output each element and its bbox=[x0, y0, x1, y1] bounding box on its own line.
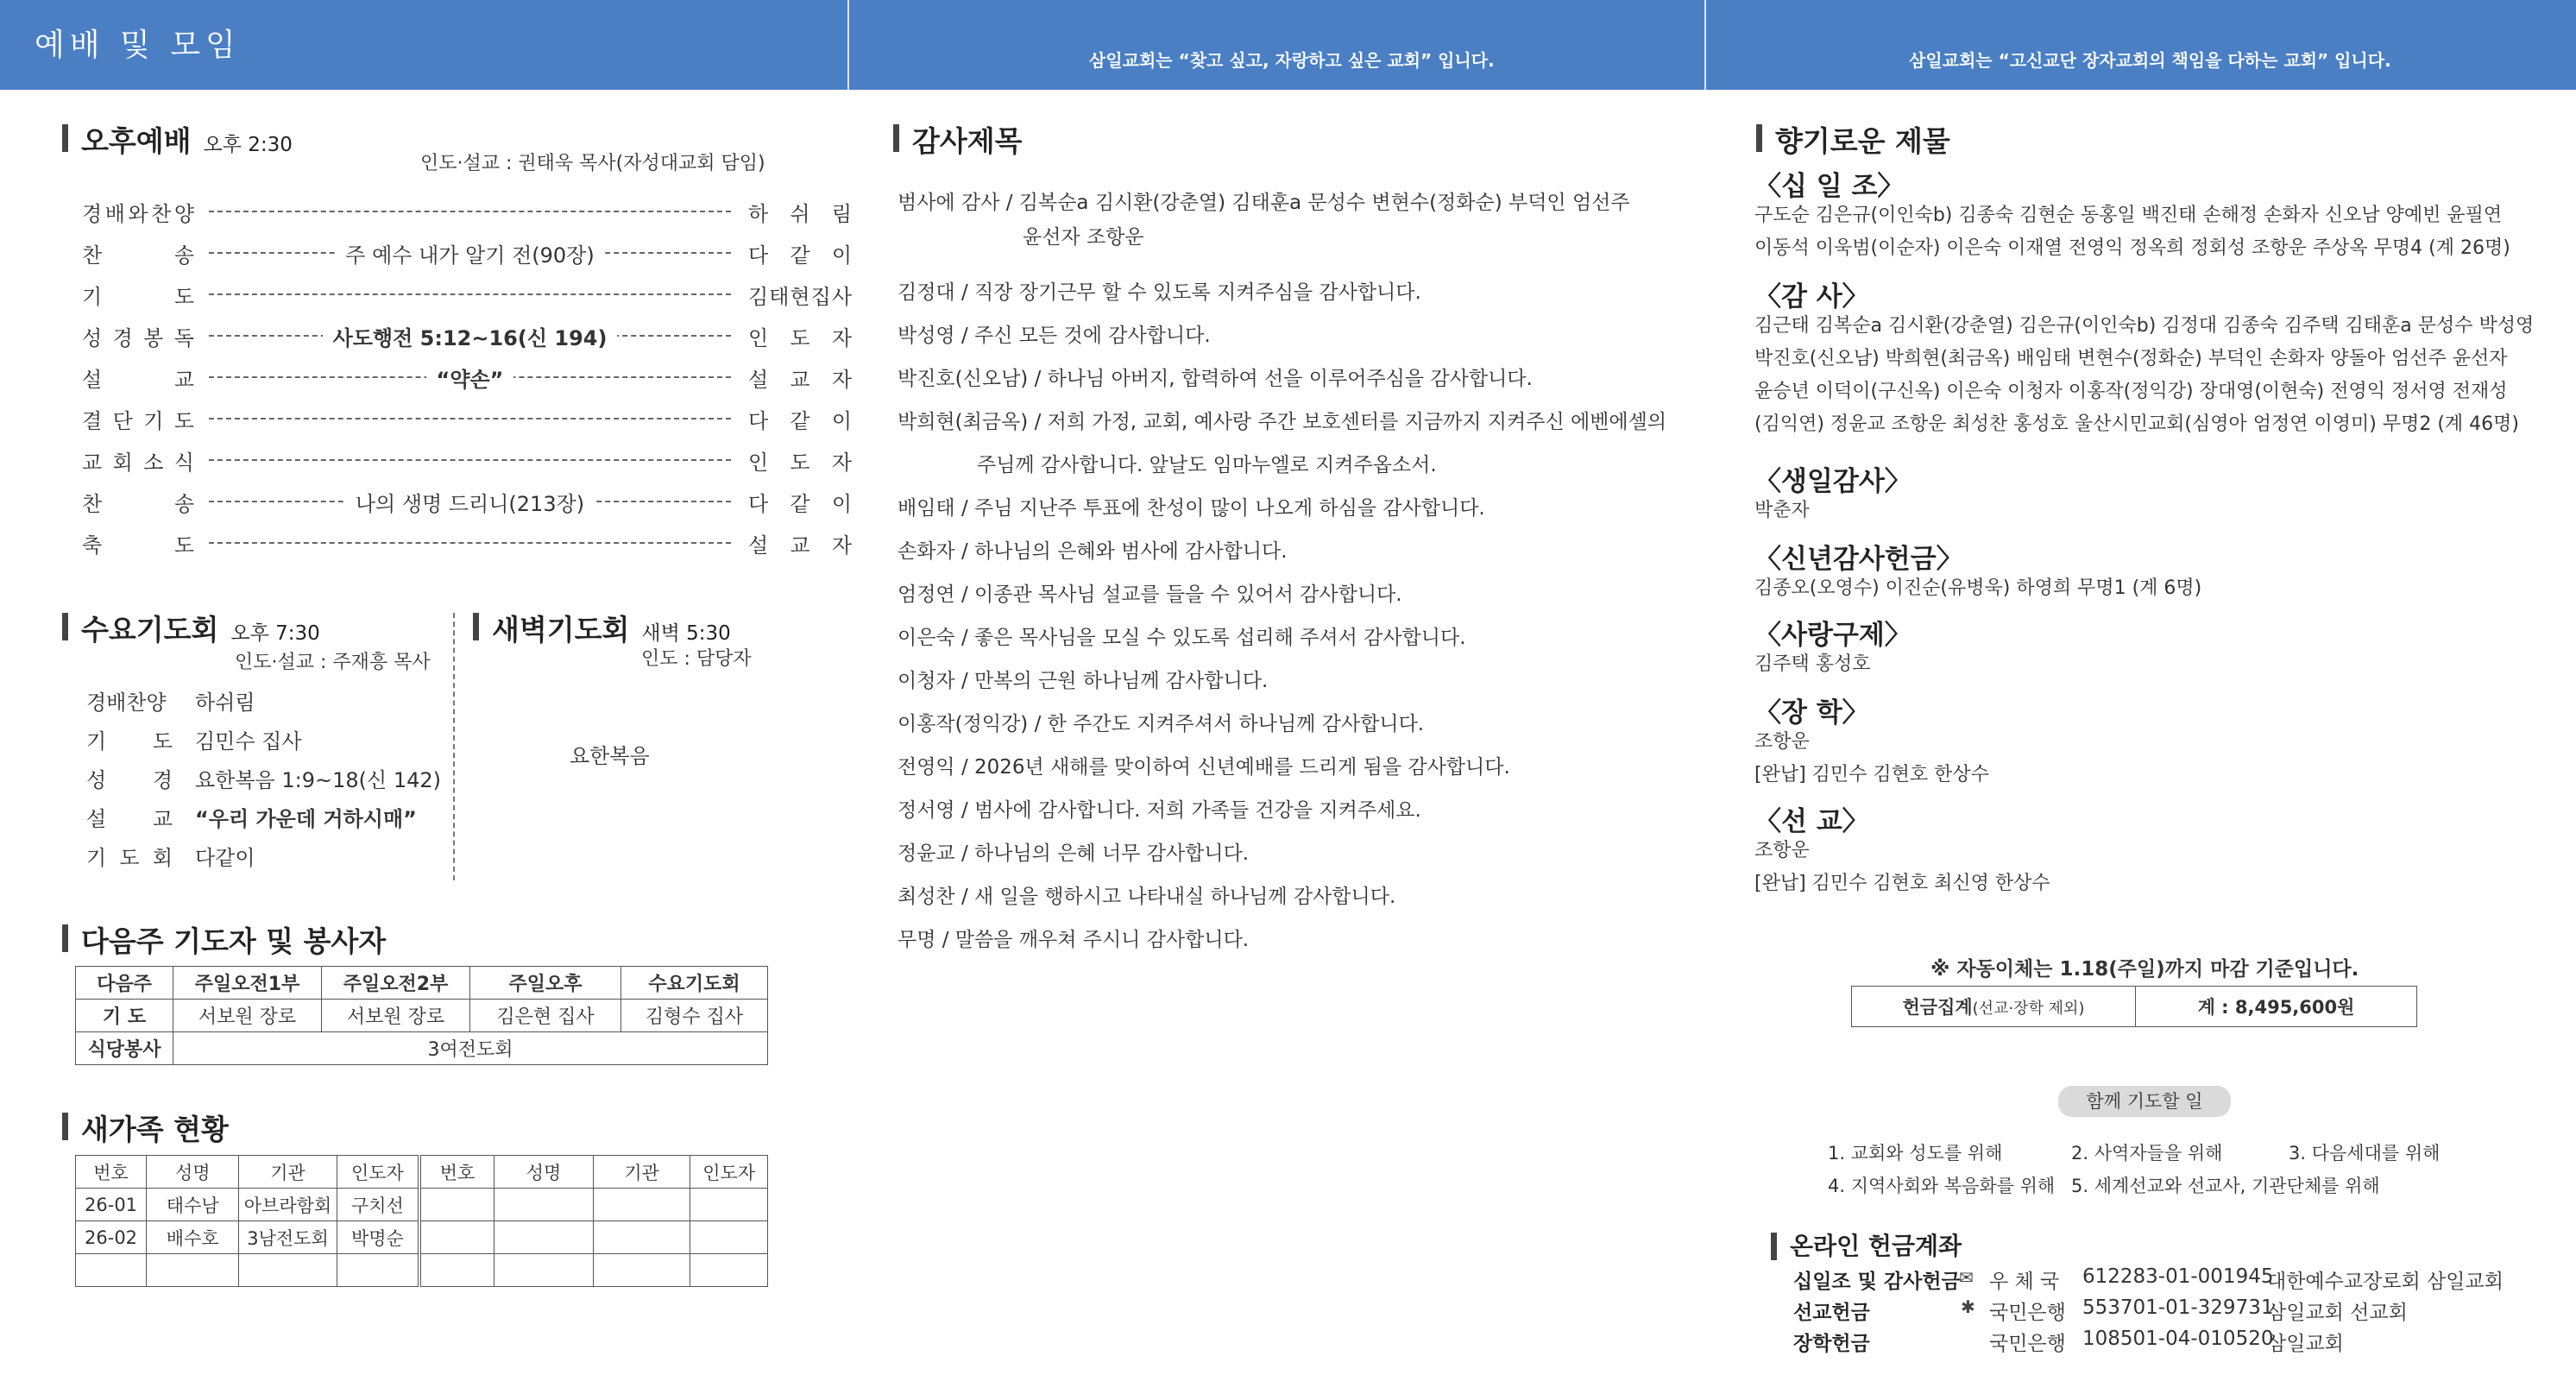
account-bank: 국민은행 bbox=[1989, 1333, 2066, 1355]
thanks-item: 윤선자 조항운 bbox=[1023, 226, 1144, 249]
worship-item-detail: “약손” bbox=[426, 363, 514, 393]
worship-leader-line bbox=[209, 280, 731, 309]
prayer-item: 1. 교회와 성도를 위해 bbox=[1828, 1143, 2003, 1164]
worship-item-label: 결 단 기 도 bbox=[82, 404, 194, 434]
worship-item-person-text bbox=[748, 238, 852, 239]
thanks-item: 배임태 / 주님 지난주 투표에 찬성이 많이 나오게 하심을 감사합니다. bbox=[898, 497, 1485, 520]
table-cell: 서보원 장로 bbox=[322, 1000, 470, 1032]
thanks-title: 감사제목 bbox=[893, 119, 1023, 160]
worship-order-row bbox=[82, 197, 852, 226]
wednesday-title-text: 수요기도회 bbox=[81, 613, 219, 647]
page-title: 예배 및 모임 bbox=[35, 28, 241, 63]
worship-order-row bbox=[82, 280, 852, 309]
worship-item-person-text bbox=[748, 487, 852, 488]
new-family-title: 새가족 현황 bbox=[62, 1107, 229, 1148]
offering-names: 박진호(신오남) 박희현(최금옥) 배임태 변현수(정화순) 부덕인 손화자 양돌아 엄선주 윤선자 bbox=[1754, 348, 2508, 369]
offering-names: (김익연) 정윤교 조항운 최성찬 홍성호 울산시민교회(심영아 엄정연 이영미) 무명2 (계 46명) bbox=[1754, 413, 2519, 435]
account-label: 선교헌금 bbox=[1793, 1302, 1870, 1324]
table-cell bbox=[337, 1254, 419, 1287]
worship-item-label-text bbox=[82, 280, 194, 281]
offering-category-scholarship: 〈장 학〉 bbox=[1754, 697, 1869, 729]
dashed-line bbox=[209, 542, 731, 544]
dashed-line bbox=[209, 459, 731, 461]
dawn-time: 새벽 5:30 bbox=[641, 622, 731, 645]
prayer-topics-pill: 함께 기도할 일 bbox=[2058, 1086, 2231, 1117]
header-slogan-2: 삼일교회는 “고신교단 장자교회의 책임을 다하는 교회” 입니다. bbox=[1909, 50, 2391, 71]
thanks-item: 범사에 감사 / 김복순a 김시환(강춘열) 김태훈a 문성수 변현수(정화순) 부덕인 엄선주 bbox=[898, 192, 1630, 214]
table-cell: 구치선 bbox=[337, 1189, 419, 1221]
table-cell: 3남전도회 bbox=[239, 1221, 337, 1254]
worship-item-label: 경 배 와 찬 양 bbox=[82, 197, 194, 227]
table-row bbox=[76, 1189, 768, 1221]
worship-item-label-text bbox=[82, 528, 194, 529]
worship-item-person-text bbox=[748, 528, 852, 529]
worship-item-person: 다 같 이 bbox=[748, 404, 852, 434]
account-number: 108501-04-010520 bbox=[2082, 1328, 2274, 1350]
thanks-item: 최성찬 / 새 일을 행하시고 나타내실 하나님께 감사합니다. bbox=[898, 886, 1396, 908]
table-header: 기관 bbox=[239, 1156, 337, 1189]
thanks-item: 김정대 / 직장 장기근무 할 수 있도록 지켜주심을 감사합니다. bbox=[898, 281, 1421, 304]
worship-item-label-text bbox=[82, 321, 194, 322]
autopay-note: ※ 자동이체는 1.18(주일)까지 마감 기준입니다. bbox=[1930, 958, 2359, 981]
worship-leader-line bbox=[209, 528, 731, 558]
offering-category-birthday: 〈생일감사〉 bbox=[1754, 466, 1912, 497]
wednesday-item-value: 다같이 bbox=[195, 846, 255, 870]
offering-category-newyear: 〈신년감사헌금〉 bbox=[1754, 544, 1963, 575]
table-cell bbox=[594, 1254, 690, 1287]
dashed-line bbox=[209, 418, 731, 419]
table-header: 성명 bbox=[494, 1156, 593, 1189]
table-cell bbox=[594, 1189, 690, 1221]
offering-names: 윤승년 이덕이(구신옥) 이은숙 이청자 이홍작(정익강) 장대영(이현숙) 전영익 정서영 전재성 bbox=[1754, 381, 2508, 402]
column-divider bbox=[453, 613, 455, 880]
table-cell: 배수호 bbox=[147, 1221, 239, 1254]
table-cell: 김형수 집사 bbox=[621, 1000, 768, 1032]
offering-category-relief: 〈사랑구제〉 bbox=[1754, 620, 1912, 651]
worship-item-label: 찬 송 bbox=[82, 238, 194, 268]
wednesday-item-label: 기 도 bbox=[86, 724, 173, 754]
thanks-item: 손화자 / 하나님의 은혜와 범사에 감사합니다. bbox=[898, 540, 1288, 563]
thanks-item: 전영익 / 2026년 새해를 맞이하여 신년예배를 드리게 됨을 감사합니다. bbox=[898, 756, 1510, 779]
account-bank: 국민은행 bbox=[1989, 1302, 2066, 1324]
worship-leader-line bbox=[209, 238, 731, 268]
thanks-item: 박성영 / 주신 모든 것에 감사합니다. bbox=[898, 325, 1211, 347]
table-header: 인도자 bbox=[690, 1156, 768, 1189]
table-cell bbox=[594, 1221, 690, 1254]
table-cell bbox=[690, 1254, 768, 1287]
worship-leader-line bbox=[209, 363, 731, 392]
table-row bbox=[76, 1254, 768, 1287]
wednesday-time: 오후 7:30 bbox=[230, 622, 320, 645]
worship-item-person: 다 같 이 bbox=[748, 487, 852, 517]
worship-item-detail: 사도행전 5:12~16(신 194) bbox=[323, 321, 618, 351]
table-cell bbox=[147, 1254, 239, 1287]
offering-total-note: (선교·장학 제외) bbox=[1972, 1000, 2085, 1018]
offering-title: 향기로운 제물 bbox=[1756, 119, 1950, 160]
table-header: 주일오후 bbox=[470, 967, 621, 1000]
worship-order-row bbox=[82, 238, 852, 268]
account-bank: 우 체 국 bbox=[1989, 1271, 2060, 1293]
table-header: 번호 bbox=[76, 1156, 147, 1189]
dawn-title-text: 새벽기도회 bbox=[492, 613, 630, 647]
wednesday-leader: 인도·설교 : 주재흥 목사 bbox=[235, 652, 431, 673]
account-holder: 삼일교회 bbox=[2267, 1333, 2344, 1355]
worship-item-person: 김 태 현 집 사 bbox=[748, 280, 852, 310]
table-cell bbox=[239, 1254, 337, 1287]
worship-item-label: 성 경 봉 독 bbox=[82, 321, 194, 351]
prayer-item: 5. 세계선교와 선교사, 기관단체를 위해 bbox=[2071, 1176, 2380, 1196]
thanks-item: 정윤교 / 하나님의 은혜 너무 감사합니다. bbox=[898, 842, 1250, 865]
table-header: 다음주 bbox=[76, 967, 173, 1000]
thanks-item: 이은숙 / 좋은 목사님을 모실 수 있도록 섭리해 주셔서 감사합니다. bbox=[898, 627, 1466, 649]
table-header: 인도자 bbox=[337, 1156, 419, 1189]
wednesday-item-label: 성 경 bbox=[86, 763, 173, 793]
worship-order-row bbox=[82, 487, 852, 516]
table-cell: 아브라함회 bbox=[239, 1189, 337, 1221]
worship-order-row bbox=[82, 445, 852, 475]
wednesday-item-label-text bbox=[86, 724, 173, 725]
table-cell: 서보원 장로 bbox=[173, 1000, 322, 1032]
account-number: 553701-01-329731 bbox=[2082, 1296, 2274, 1319]
thanks-item: 정서영 / 범사에 감사합니다. 저희 가족들 건강을 지켜주세요. bbox=[898, 799, 1421, 822]
prayer-row-label: 기 도 bbox=[76, 1000, 173, 1032]
account-holder: 삼일교회 선교회 bbox=[2267, 1302, 2408, 1324]
meal-row-label: 식당봉사 bbox=[76, 1032, 173, 1065]
thanks-item: 박희현(최금옥) / 저희 가정, 교회, 예사랑 주간 보호센터를 지금까지 지켜주신 에벤에셀의 bbox=[898, 411, 1667, 433]
worship-leader-line bbox=[209, 445, 731, 475]
wednesday-item-value: 하쉬림 bbox=[195, 691, 255, 715]
offering-names: 구도순 김은규(이인숙b) 김종숙 김현순 동홍일 백진태 손해정 손화자 신오남 양예빈 윤필연 bbox=[1754, 205, 2503, 226]
table-header: 기관 bbox=[594, 1156, 690, 1189]
account-number: 612283-01-001945 bbox=[2082, 1265, 2274, 1288]
table-header: 성명 bbox=[147, 1156, 239, 1189]
worship-item-label: 설 교 bbox=[82, 363, 194, 393]
online-accounts-title: 온라인 헌금계좌 bbox=[1771, 1227, 1962, 1262]
account-holder: 대한예수교장로회 삼일교회 bbox=[2267, 1271, 2504, 1293]
offering-total-value: 계 : 8,495,600원 bbox=[2136, 987, 2417, 1027]
worship-item-label-text bbox=[82, 487, 194, 488]
wednesday-item-label: 기 도 회 bbox=[86, 841, 173, 871]
offering-category-mission: 〈선 교〉 bbox=[1754, 806, 1869, 837]
thanks-item: 이홍작(정익강) / 한 주간도 지켜주셔서 하나님께 감사합니다. bbox=[898, 713, 1425, 735]
kb-bank-icon: ✱ bbox=[1961, 1296, 1975, 1317]
worship-item-person: 인 도 자 bbox=[748, 321, 852, 351]
wednesday-item-label: 설 교 bbox=[86, 802, 173, 832]
offering-names: 이동석 이욱범(이순자) 이은숙 이재열 전영익 정옥희 정회성 조항운 주상옥 무명4 (계 26명) bbox=[1754, 237, 2510, 259]
worship-leader-line bbox=[209, 404, 731, 433]
table-cell: 김은현 집사 bbox=[470, 1000, 621, 1032]
offering-total-table bbox=[1851, 986, 2417, 1027]
worship-item-detail: 나의 생명 드리니(213장) bbox=[345, 487, 595, 517]
table-cell bbox=[419, 1221, 494, 1254]
worship-order-row bbox=[82, 528, 852, 558]
offering-names: 조항운 bbox=[1754, 840, 1810, 861]
header-slogan-1: 삼일교회는 “찾고 싶고, 자랑하고 싶은 교회” 입니다. bbox=[1089, 50, 1495, 71]
table-cell: 26-01 bbox=[76, 1189, 147, 1221]
prayer-item: 2. 사역자들을 위해 bbox=[2071, 1143, 2223, 1164]
table-cell bbox=[419, 1254, 494, 1287]
prayer-item: 4. 지역사회와 복음화를 위해 bbox=[1828, 1176, 2056, 1196]
worship-order-row bbox=[82, 321, 852, 350]
worship-item-person: 설 교 자 bbox=[748, 528, 852, 558]
thanks-item: 엄정연 / 이종관 목사님 설교를 들을 수 있어서 감사합니다. bbox=[898, 583, 1402, 606]
dawn-text: 요한복음 bbox=[570, 744, 650, 768]
worship-order-row bbox=[82, 404, 852, 433]
worship-order-row bbox=[82, 363, 852, 392]
worship-item-person: 하 쉬 림 bbox=[748, 197, 852, 227]
offering-names: 박춘자 bbox=[1754, 500, 1810, 521]
table-header: 주일오전2부 bbox=[322, 967, 470, 1000]
worship-item-person: 인 도 자 bbox=[748, 445, 852, 476]
afternoon-leader: 인도·설교 : 권태욱 목사(자성대교회 담임) bbox=[420, 153, 765, 174]
afternoon-time: 오후 2:30 bbox=[203, 134, 293, 156]
thanks-item: 박진호(신오남) / 하나님 아버지, 합력하여 선을 이루어주심을 감사합니다. bbox=[898, 368, 1533, 390]
offering-names: 김주택 홍성호 bbox=[1754, 653, 1871, 675]
offering-category-thanks: 〈감 사〉 bbox=[1754, 281, 1869, 312]
table-header: 수요기도회 bbox=[621, 967, 768, 1000]
wednesday-item-label bbox=[86, 685, 173, 716]
thanks-item: 무명 / 말씀을 깨우쳐 주시니 감사합니다. bbox=[898, 929, 1250, 951]
table-header: 주일오전1부 bbox=[173, 967, 322, 1000]
worship-item-label: 교 회 소 식 bbox=[82, 445, 194, 476]
next-week-table bbox=[75, 966, 768, 1065]
offering-names: [완납] 김민수 김현호 한상수 bbox=[1754, 764, 1989, 785]
thanks-item: 주님께 감사합니다. 앞날도 임마누엘로 지켜주옵소서. bbox=[977, 454, 1437, 476]
dawn-leader: 인도 : 담당자 bbox=[641, 648, 752, 670]
wednesday-item-label-text bbox=[86, 763, 173, 764]
offering-names: 김근태 김복순a 김시환(강춘열) 김은규(이인숙b) 김정대 김종숙 김주택 김태훈a 문성수 박성영 bbox=[1754, 315, 2535, 337]
worship-item-person: 설 교 자 bbox=[748, 363, 852, 393]
next-week-title: 다음주 기도자 및 봉사자 bbox=[62, 919, 386, 960]
table-cell: 26-02 bbox=[76, 1221, 147, 1254]
header-bar bbox=[0, 0, 2576, 90]
worship-leader-line bbox=[209, 197, 731, 226]
table-cell bbox=[494, 1221, 593, 1254]
worship-item-person-text bbox=[748, 280, 852, 281]
worship-item-detail: 주 예수 내가 알기 전(90장) bbox=[335, 238, 604, 268]
offering-names: 김종오(오영수) 이진순(유병욱) 하영희 무명1 (계 6명) bbox=[1754, 577, 2202, 599]
table-header: 번호 bbox=[419, 1156, 494, 1189]
worship-item-label: 찬 송 bbox=[82, 487, 194, 517]
worship-item-label-text bbox=[82, 238, 194, 239]
wednesday-item-value: 요한복음 1:9~18(신 142) bbox=[195, 768, 441, 792]
header-divider bbox=[847, 0, 849, 90]
wednesday-item-label-text: 경배찬양 bbox=[86, 691, 167, 715]
wednesday-item-label-text bbox=[86, 841, 173, 842]
worship-item-person: 다 같 이 bbox=[748, 238, 852, 268]
offering-category-tithe: 〈십 일 조〉 bbox=[1754, 171, 1905, 202]
wednesday-item-value: “우리 가운데 거하시매” bbox=[195, 807, 417, 831]
dashed-line bbox=[209, 211, 731, 212]
new-family-table bbox=[75, 1155, 768, 1287]
post-office-icon: ✉ bbox=[1959, 1267, 1974, 1288]
dashed-line bbox=[209, 293, 731, 295]
worship-item-person-text bbox=[748, 197, 852, 198]
prayer-item: 3. 다음세대를 위해 bbox=[2289, 1143, 2441, 1164]
thanks-item: 이청자 / 만복의 근원 하나님께 감사합니다. bbox=[898, 670, 1269, 692]
header-divider bbox=[1704, 0, 1706, 90]
table-cell bbox=[690, 1221, 768, 1254]
wednesday-item-label-text bbox=[86, 802, 173, 803]
table-cell bbox=[419, 1189, 494, 1221]
worship-item-person-text bbox=[748, 321, 852, 322]
worship-item-label-text bbox=[82, 445, 194, 446]
account-label: 장학헌금 bbox=[1793, 1333, 1870, 1355]
table-row bbox=[76, 1221, 768, 1254]
table-cell bbox=[494, 1254, 593, 1287]
offering-names: 조항운 bbox=[1754, 731, 1810, 753]
worship-item-person-text bbox=[748, 445, 852, 446]
worship-item-label-text bbox=[82, 197, 194, 198]
offering-total-label: 헌금집계 bbox=[1902, 997, 1973, 1018]
worship-item-label: 축 도 bbox=[82, 528, 194, 558]
wednesday-title bbox=[62, 608, 320, 648]
dawn-title bbox=[473, 608, 731, 648]
worship-item-label-text bbox=[82, 404, 194, 405]
afternoon-title-text: 오후예배 bbox=[81, 124, 192, 158]
worship-item-label: 기 도 bbox=[82, 280, 194, 310]
table-cell bbox=[494, 1189, 593, 1221]
table-cell: 박명순 bbox=[337, 1221, 419, 1254]
table-cell: 태수남 bbox=[147, 1189, 239, 1221]
worship-leader-line bbox=[209, 321, 731, 350]
worship-item-person-text bbox=[748, 404, 852, 405]
table-cell bbox=[76, 1254, 147, 1287]
table-cell: 3여전도회 bbox=[173, 1032, 768, 1065]
offering-names: [완납] 김민수 김현호 최신영 한상수 bbox=[1754, 873, 2050, 894]
offering-total-label-cell bbox=[1852, 987, 2136, 1027]
table-cell bbox=[690, 1189, 768, 1221]
afternoon-worship-title bbox=[62, 119, 293, 160]
worship-leader-line bbox=[209, 487, 731, 516]
account-label: 십일조 및 감사헌금 bbox=[1793, 1271, 1961, 1293]
wednesday-item-value: 김민수 집사 bbox=[195, 729, 302, 754]
